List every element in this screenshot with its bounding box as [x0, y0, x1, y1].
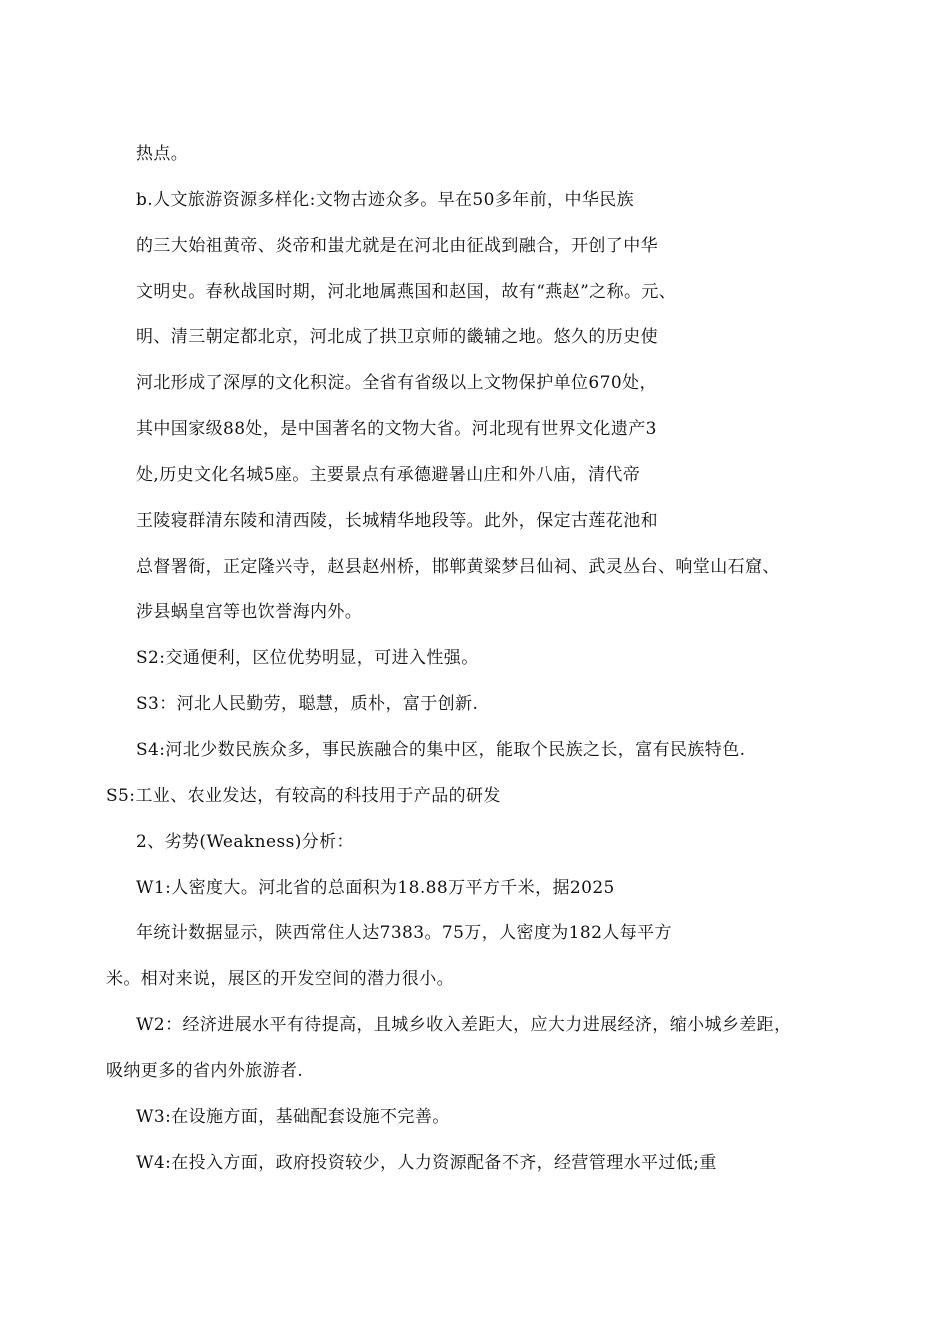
- text-line: S5:工业、农业发达，有较高的科技用于产品的研发: [106, 786, 501, 806]
- text-line: 明、清三朝定都北京，河北成了拱卫京师的畿辅之地。悠久的历史使: [136, 327, 658, 347]
- text-line: 涉县蜗皇宫等也饮誉海内外。: [136, 602, 363, 622]
- text-line: 王陵寝群清东陵和清西陵，长城精华地段等。此外，保定古莲花池和: [136, 511, 658, 531]
- text-line: W4:在投入方面，政府投资较少，人力资源配备不齐，经营管理水平过低;重: [136, 1153, 717, 1173]
- text-line: S3：河北人民勤劳，聪慧，质朴，富于创新.: [136, 694, 479, 714]
- section-heading: 2、劣势(Weakness)分析：: [136, 832, 354, 852]
- text-line: 吸纳更多的省内外旅游者.: [106, 1061, 304, 1081]
- text-line: 的三大始祖黄帝、炎帝和蚩尤就是在河北由征战到融合，开创了中华: [136, 236, 658, 256]
- text-line: W1:人密度大。河北省的总面积为18.88万平方千米，据2025: [136, 878, 615, 898]
- text-line: S4:河北少数民族众多，事民族融合的集中区，能取个民族之长，富有民族特色.: [136, 740, 746, 760]
- text-line: 文明史。春秋战国时期，河北地属燕国和赵国，故有“燕赵”之称。元、: [136, 282, 677, 302]
- text-line: 处,历史文化名城5座。主要景点有承德避暑山庄和外八庙，清代帝: [136, 465, 641, 485]
- text-line: 米。相对来说，展区的开发空间的潜力很小。: [106, 969, 454, 989]
- text-line: 热点。: [136, 144, 189, 164]
- text-line: 河北形成了深厚的文化积淀。全省有省级以上文物保护单位670处，: [136, 373, 657, 393]
- text-line: b.人文旅游资源多样化:文物古迹众多。早在50多年前，中华民族: [136, 190, 635, 210]
- text-line: W3:在设施方面，基础配套设施不完善。: [136, 1107, 450, 1127]
- text-line: 年统计数据显示，陕西常住人达7383。75万，人密度为182人每平方: [136, 923, 672, 943]
- text-line: S2:交通便利，区位优势明显，可进入性强。: [136, 648, 479, 668]
- text-line: W2：经济进展水平有待提高，且城乡收入差距大，应大力进展经济，缩小城乡差距，: [136, 1015, 792, 1035]
- text-line: 其中国家级88处，是中国著名的文物大省。河北现有世界文化遗产3: [136, 419, 657, 439]
- text-line: 总督署衙，正定隆兴寺，赵县赵州桥，邯郸黄粱梦吕仙祠、武灵丛台、响堂山石窟、: [136, 557, 780, 577]
